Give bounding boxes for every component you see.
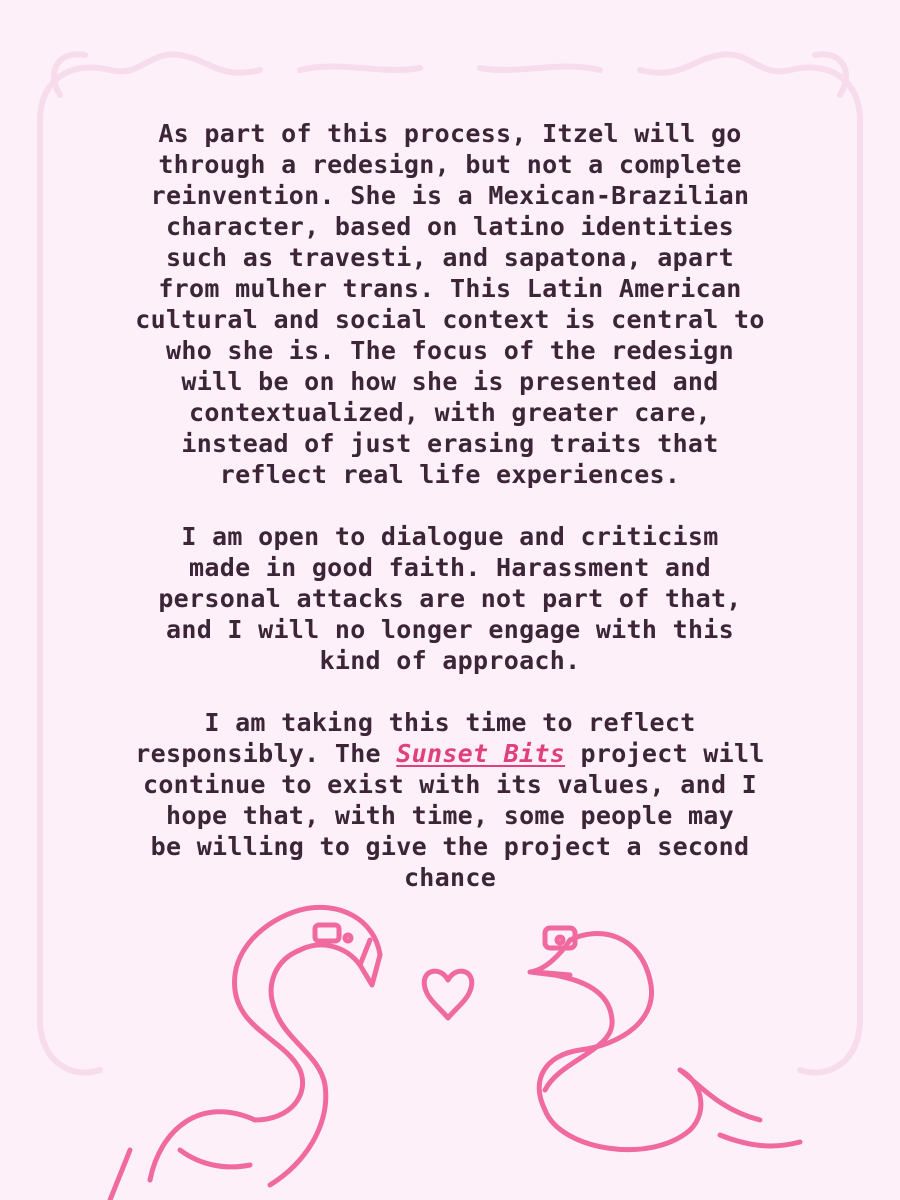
text-line: As part of this process, Itzel will go [158,119,742,148]
text-line: through a redesign, but not a complete [158,150,742,179]
project-title: Sunset Bits [396,739,566,768]
text-segment: responsibly. The [135,739,397,768]
text-line: I am taking this time to reflect [204,708,696,737]
text-line: contextualized, with greater care, [189,398,711,427]
heart-icon [424,971,472,1018]
text-line: personal attacks are not part of that, [158,584,742,613]
statement-text [110,118,790,924]
text-line: reflect real life experiences. [219,460,681,489]
text-line: reinvention. She is a Mexican-Brazilian [150,181,750,210]
text-line [110,738,790,769]
text-line: be willing to give the project a second [150,832,750,861]
left-flamingo-drawing [110,907,380,1200]
text-line: I am open to dialogue and criticism [181,522,719,551]
paragraph-reflection [110,707,790,893]
text-line: who she is. The focus of the redesign [166,336,734,365]
text-line: cultural and social context is central to [135,305,765,334]
paragraph-redesign [110,118,790,490]
text-line: chance [403,863,497,892]
paragraph-dialogue [110,521,790,676]
text-line: from mulher trans. This Latin American [158,274,742,303]
right-flamingo-drawing [530,928,800,1150]
flamingo-illustration [0,880,900,1200]
text-line: such as travesti, and sapatona, apart [166,243,734,272]
text-line: hope that, with time, some people may [166,801,734,830]
text-line: instead of just erasing traits that [181,429,719,458]
text-line: kind of approach. [319,646,581,675]
text-line: will be on how she is presented and [181,367,719,396]
text-line: made in good faith. Harassment and [189,553,711,582]
text-line: character, based on latino identities [166,212,734,241]
text-line: continue to exist with its values, and I [142,770,758,799]
text-segment: project will [565,739,765,768]
text-line: and I will no longer engage with this [166,615,734,644]
